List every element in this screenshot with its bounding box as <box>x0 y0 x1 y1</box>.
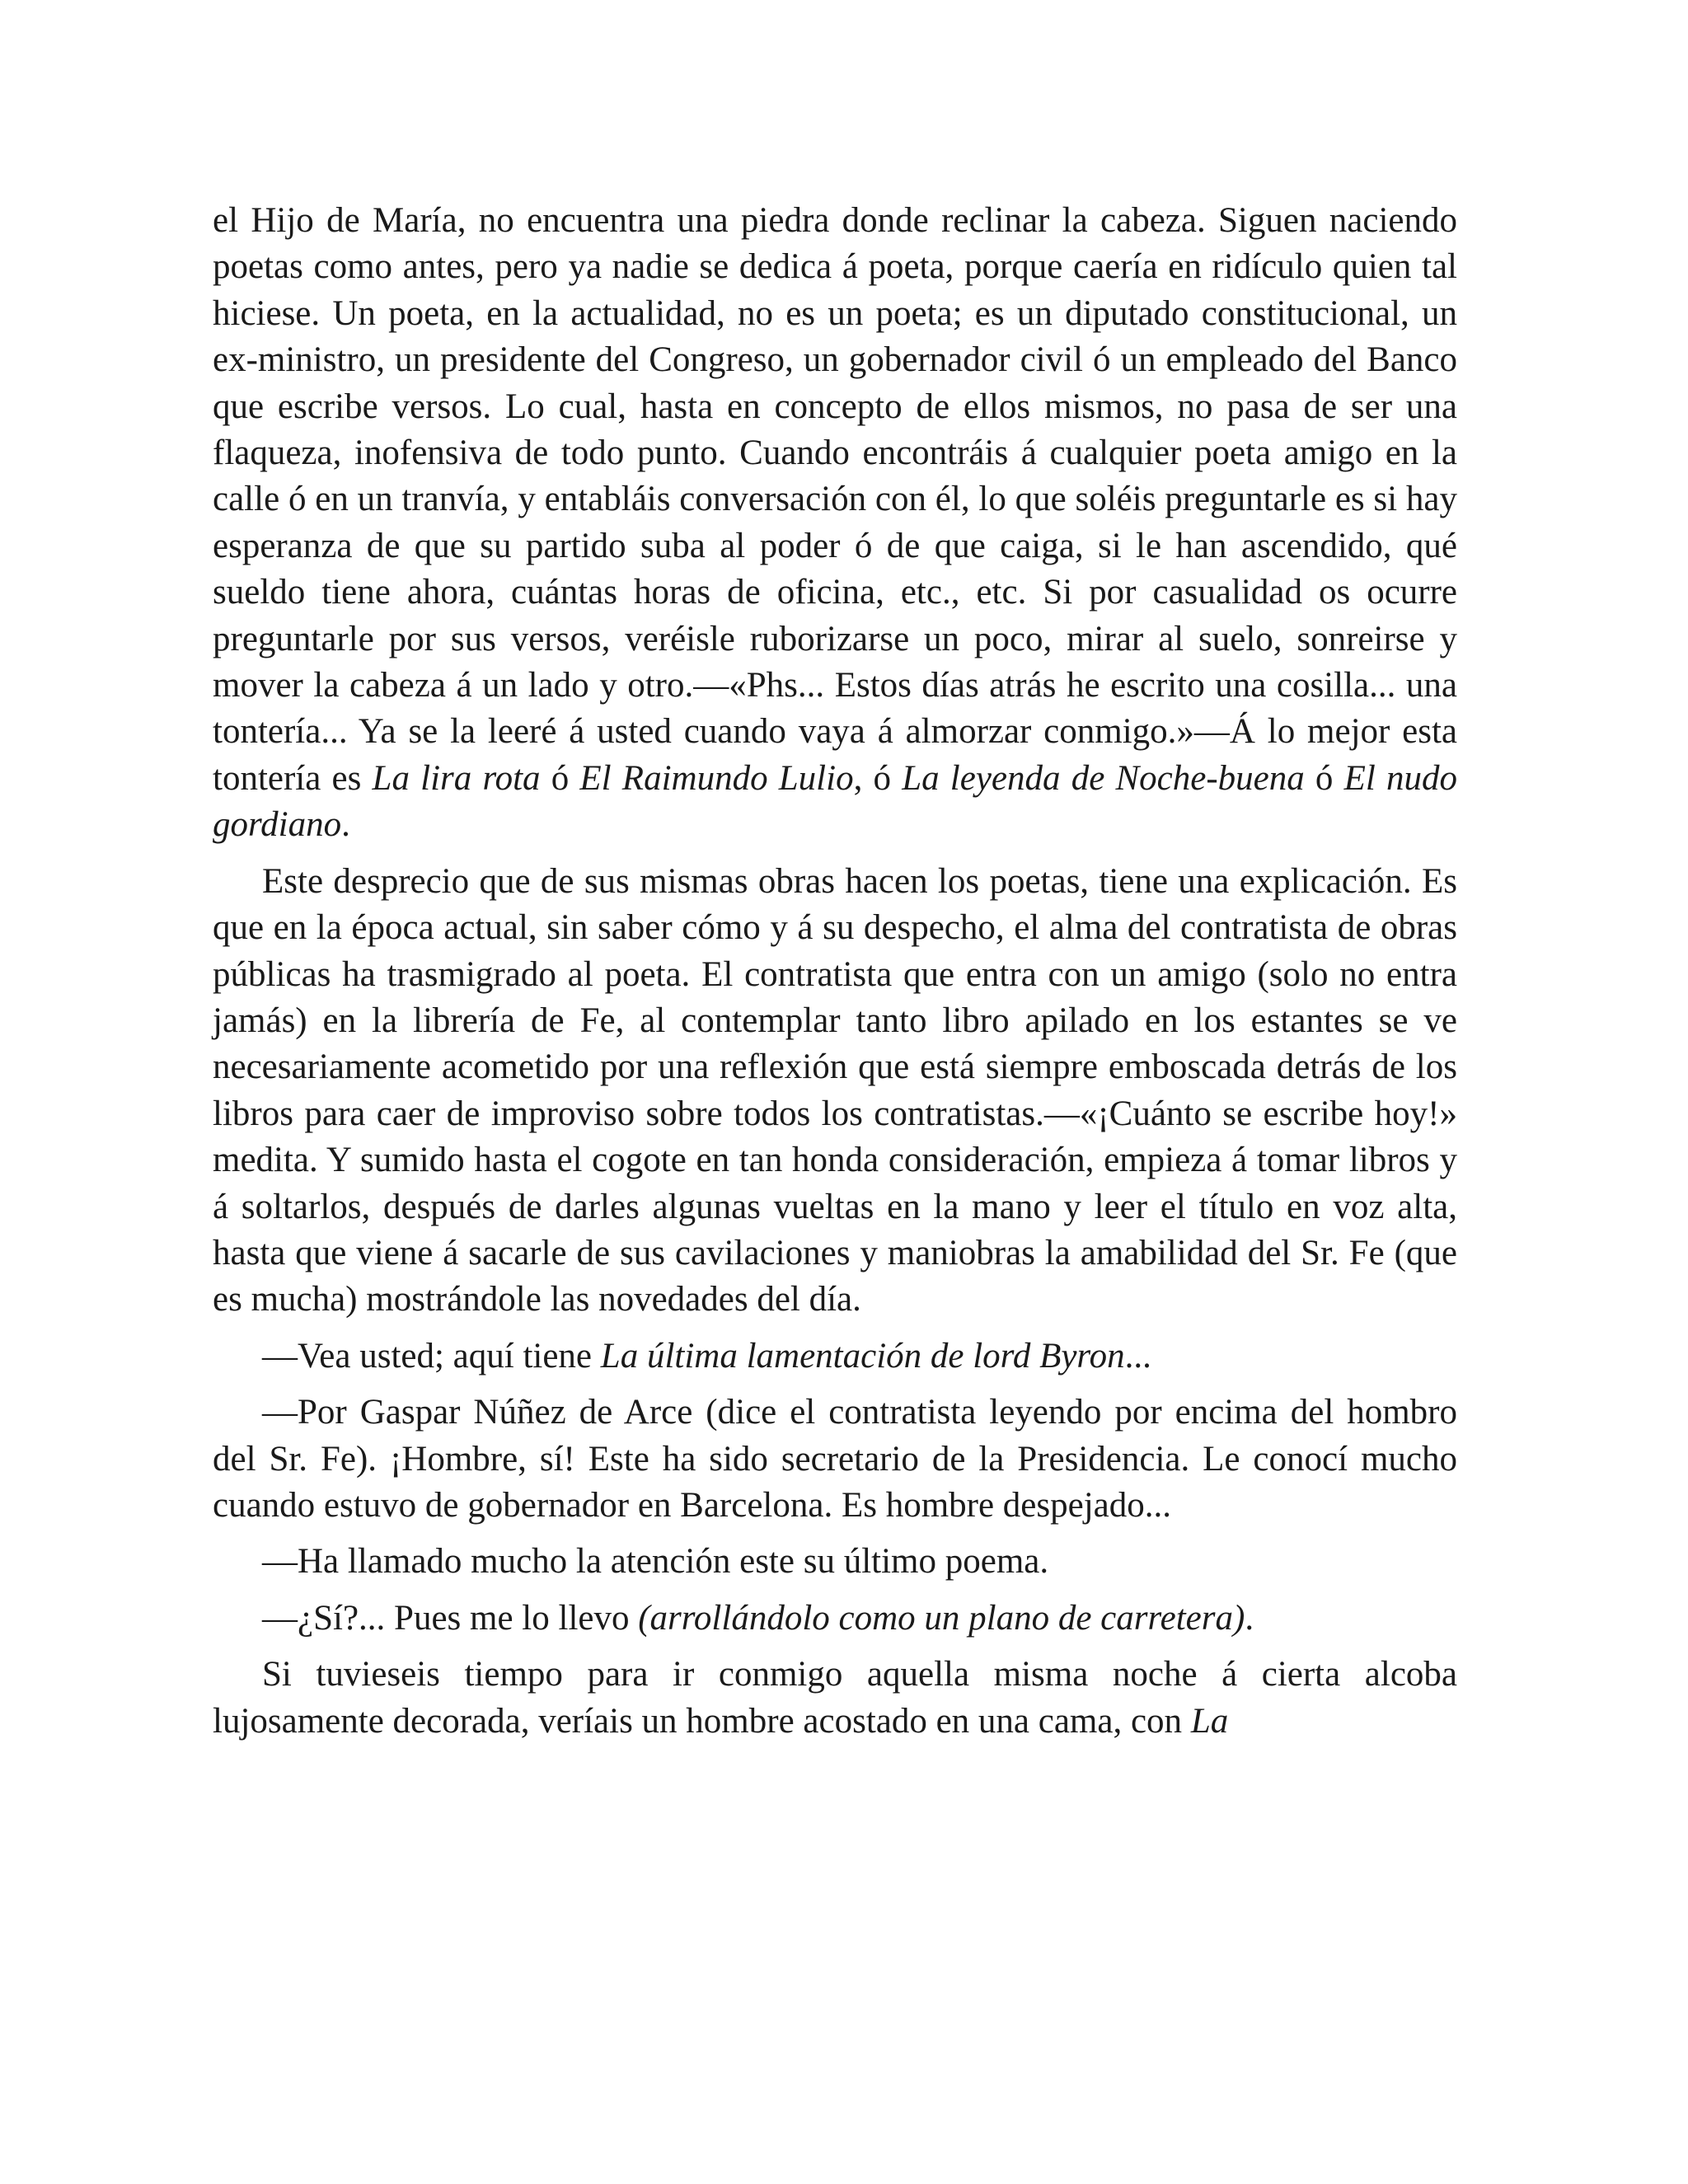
paragraph <box>213 859 1457 1324</box>
italic-text: El nudo gordiano <box>213 758 1458 845</box>
text-run: el Hijo de María, no encuentra una piedra donde reclinar la cabeza. Siguen naciendo poetas como antes, pero ya nadie se dedica á poeta, porque caería en ridículo quien tal hiciese. Un poeta, en la actualidad, no es un poeta; es un diputado constitucional, un ex-ministro, un presidente del Congreso, un gobernador civil ó un empleado del Banco que escribe versos. Lo cual, hasta en concepto de ellos mismos, no pasa de ser una flaqueza, inofensiva de todo punto. Cuando encontráis á cualquier poeta amigo en la calle ó en un tranvía, y entabláis conversación con él, lo que soléis preguntarle es si hay esperanza de que su partido suba al poder ó de que caiga, si le han ascendido, qué sueldo tiene ahora, cuántas horas de oficina, etc., etc. Si por casualidad os ocurre preguntarle por sus versos, veréisle ruborizarse un poco, mirar al suelo, sonreirse y mover la cabeza á un lado y otro.—«Phs... Estos días atrás he escrito una cosilla... una tontería... Ya se la leeré á usted cuando vaya á almorzar conmigo.»—Á lo mejor esta tontería es <box>213 201 1457 798</box>
text-run: . <box>1245 1598 1254 1638</box>
text-run: Si tuvieseis tiempo para ir conmigo aquella misma noche á cierta alcoba lujosamente decorada, veríais un hombre acostado en una cama, con <box>213 1655 1457 1741</box>
italic-text: La leyenda de Noche-buena <box>902 758 1305 798</box>
paragraph <box>213 1596 1457 1642</box>
italic-text: La <box>1190 1701 1229 1741</box>
paragraph <box>213 1390 1457 1529</box>
paragraph <box>213 198 1457 849</box>
text-run: —Ha llamado mucho la atención este su último poema. <box>262 1542 1049 1582</box>
text-run: ... <box>1124 1336 1151 1376</box>
text-run: ó <box>1304 758 1344 798</box>
text-run: —¿Sí?... Pues me lo llevo <box>262 1598 639 1638</box>
italic-text: La lira rota <box>372 758 541 798</box>
text-run: —Vea usted; aquí tiene <box>262 1336 601 1376</box>
text-run: —Por Gaspar Núñez de Arce (dice el contratista leyendo por encima del hombro del Sr. Fe). ¡Hombre, sí! Este ha sido secretario de la Presidencia. Le conocí mucho cuando estuvo de gobernador en Barcelona. Es hombre despejado... <box>213 1393 1457 1525</box>
page-body <box>213 198 1457 1745</box>
italic-text: (arrollándolo como un plano de carretera) <box>638 1598 1245 1638</box>
text-run: ó <box>540 758 580 798</box>
paragraph <box>213 1539 1457 1585</box>
italic-text: El Raimundo Lulio <box>579 758 854 798</box>
text-run: , ó <box>853 758 903 798</box>
italic-text: La última lamentación de lord Byron <box>600 1336 1125 1376</box>
text-run: . <box>341 805 350 845</box>
paragraph <box>213 1333 1457 1380</box>
paragraph <box>213 1652 1457 1745</box>
text-run: Este desprecio que de sus mismas obras hacen los poetas, tiene una explicación. Es que en la época actual, sin saber cómo y á su despecho, el alma del contratista de obras públicas ha trasmigrado al poeta. El contratista que entra con un amigo (solo no entra jamás) en la librería de Fe, al contemplar tanto libro apilado en los estantes se ve necesariamente acometido por una reflexión que está siempre emboscada detrás de los libros para caer de improviso sobre todos los contratistas.—«¡Cuánto se escribe hoy!» medita. Y sumido hasta el cogote en tan honda consideración, empieza á tomar libros y á soltarlos, después de darles algunas vueltas en la mano y leer el título en voz alta, hasta que viene á sacarle de sus cavilaciones y maniobras la amabilidad del Sr. Fe (que es mucha) mostrándole las novedades del día. <box>213 861 1457 1319</box>
